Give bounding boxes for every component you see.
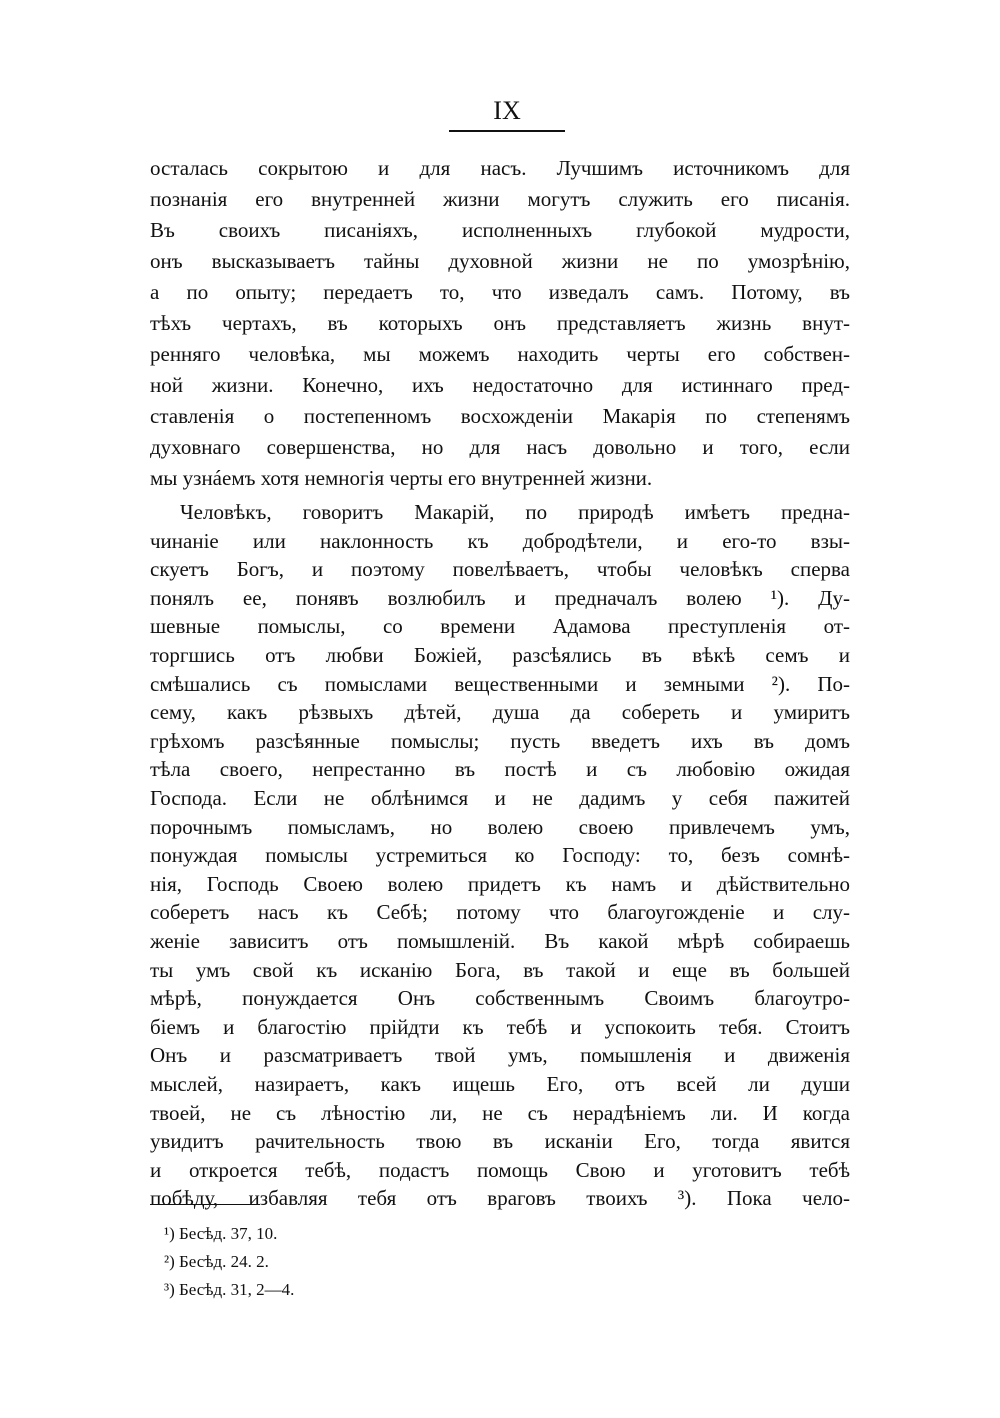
text-line: тѣла своего, непрестанно въ постѣ и съ любовію ожидая [150, 757, 850, 781]
text-line: біемъ и благостію прійдти къ тебѣ и успокоить тебя. Стоитъ [150, 1015, 850, 1039]
text-line: побѣду, избавляя тебя отъ враговъ твоихъ ³). Пока чело- [150, 1186, 850, 1210]
text-line: смѣшались съ помыслами вещественными и земными ²). По- [150, 672, 850, 696]
text-line: понуждая помыслы устремиться ко Господу: то, безъ сомнѣ- [150, 843, 850, 867]
page-number: IX [493, 96, 521, 125]
text-line: Господа. Если не облѣнимся и не дадимъ у себя пажитей [150, 786, 850, 810]
text-line: женіе зависитъ отъ помышленій. Въ какой мѣрѣ собираешь [150, 929, 850, 953]
text-line: духовнаго совершенства, но для насъ довольно и того, если [150, 435, 850, 459]
text-line: торгшись отъ любви Божіей, разсѣялись въ вѣкѣ семъ и [150, 643, 850, 667]
text-line: ной жизни. Конечно, ихъ недостаточно для истиннаго пред- [150, 373, 850, 397]
footnote-rule [150, 1204, 260, 1205]
text-line: чинаніе или наклонность къ добродѣтели, и его-то взы- [150, 529, 850, 553]
text-line: мы узнáемъ хотя немногія черты его внутренней жизни. [150, 466, 653, 490]
text-line: скуетъ Богъ, и поэтому повелѣваетъ, чтобы человѣкъ сперва [150, 557, 850, 581]
footnote: ²) Бесѣд. 24. 2. [164, 1252, 269, 1271]
text-line: шевные помыслы, со времени Адамова преступленія от- [150, 614, 850, 638]
text-line: Въ своихъ писаніяхъ, исполненныхъ глубокой мудрости, [150, 218, 850, 242]
text-line: твоей, не съ лѣностію ли, не съ нерадѣніемъ ли. И когда [150, 1101, 850, 1125]
text-line: грѣхомъ разсѣянные помыслы; пусть введетъ ихъ въ домъ [150, 729, 850, 753]
text-line: и откроется тебѣ, подастъ помощь Свою и уготовитъ тебѣ [150, 1158, 850, 1182]
text-line: осталась сокрытою и для насъ. Лучшимъ источникомъ для [150, 156, 850, 180]
text-line: увидитъ рачительность твою въ исканіи Его, тогда явится [150, 1129, 850, 1153]
text-line: мыслей, назираетъ, какъ ищешь Его, отъ всей ли души [150, 1072, 850, 1096]
text-line: соберетъ насъ къ Себѣ; потому что благоугожденіе и слу- [150, 900, 850, 924]
footnote: ³) Бесѣд. 31, 2—4. [164, 1280, 295, 1299]
text-line: порочнымъ помысламъ, но волею своею привлечемъ умъ, [150, 815, 850, 839]
text-line: нія, Господь Своею волею придетъ къ намъ и дѣйствительно [150, 872, 850, 896]
text-line: сему, какъ рѣзвыхъ дѣтей, душа да собереть и умиритъ [150, 700, 850, 724]
text-line: мѣрѣ, понуждается Онъ собственнымъ Своимъ благоутро- [150, 986, 850, 1010]
text-line: Человѣкъ, говоритъ Макарій, по природѣ имѣетъ предна- [180, 500, 850, 524]
text-line: ренняго человѣка, мы можемъ находить черты его собствен- [150, 342, 850, 366]
footnote: ¹) Бесѣд. 37, 10. [164, 1224, 278, 1243]
text-line: понялъ ее, понявъ возлюбилъ и предначалъ волею ¹). Ду- [150, 586, 850, 610]
text-line: ставленія о постепенномъ восхожденіи Макарія по степенямъ [150, 404, 850, 428]
text-line: а по опыту; передаетъ то, что изведалъ самъ. Потому, въ [150, 280, 850, 304]
header-rule [449, 130, 565, 132]
text-line: ты умъ свой къ исканію Бога, въ такой и еще въ большей [150, 958, 850, 982]
text-line: познанія его внутренней жизни могутъ служить его писанія. [150, 187, 850, 211]
text-line: Онъ и разсматриваетъ твой умъ, помышленія и движенія [150, 1043, 850, 1067]
text-line: онъ высказываетъ тайны духовной жизни не по умозрѣнію, [150, 249, 850, 273]
text-line: тѣхъ чертахъ, въ которыхъ онъ представляетъ жизнь внут- [150, 311, 850, 335]
